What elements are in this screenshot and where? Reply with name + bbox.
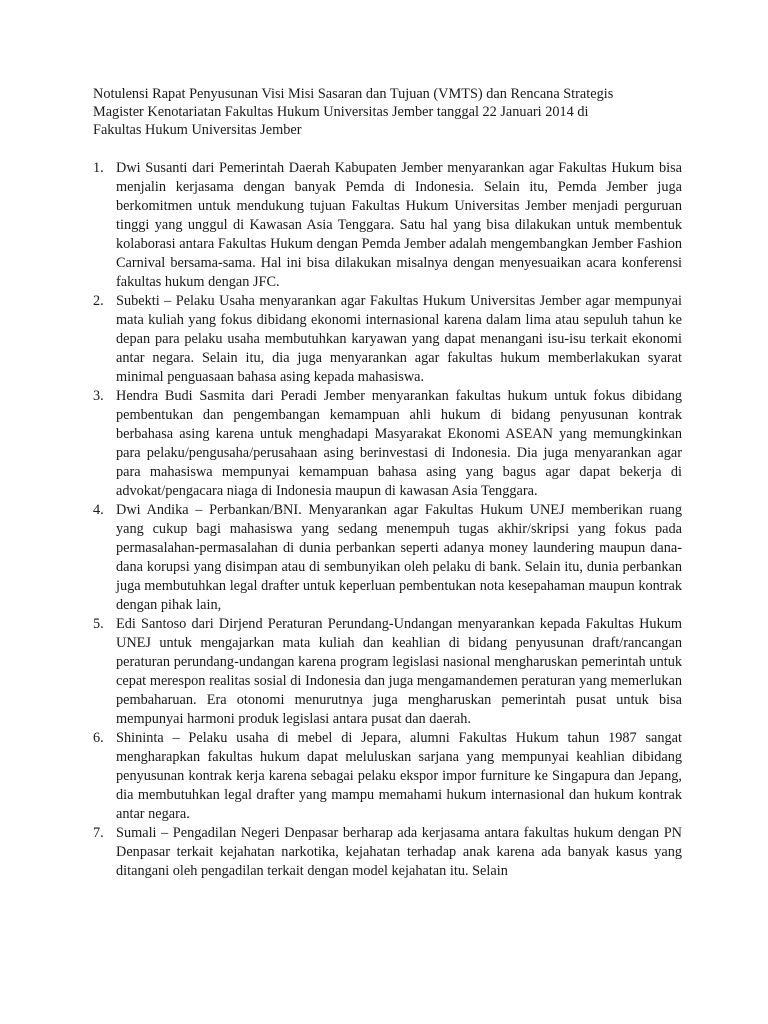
list-item-text: Dwi Susanti dari Pemerintah Daerah Kabupaten Jember menyarankan agar Fakultas Hukum bisa menjalin kerjasama dengan banyak Pemda di Indonesia. Selain itu, Pemda Jember juga berkomitmen untuk mendukung tujuan Fakultas Hukum Universitas Jember menjadi perguruan tinggi yang unggul di Kawasan Asia Tenggara. Satu hal yang bisa dilakukan untuk membentuk kolaborasi antara Fakultas Hukum dengan Pemda Jember adalah mengembangkan Jember Fashion Carnival bersama-sama. Hal ini bisa dilakukan misalnya dengan menyesuaikan acara konferensi fakultas hukum dengan JFC.	[116, 160, 682, 290]
list-item	[93, 387, 682, 501]
title-line: Notulensi Rapat Penyusunan Visi Misi Sasaran dan Tujuan (VMTS) dan Rencana Strategis	[93, 86, 614, 102]
list-item	[93, 729, 682, 824]
list-item-text: Dwi Andika – Perbankan/BNI. Menyarankan agar Fakultas Hukum UNEJ memberikan ruang yang cukup bagi mahasiswa yang sedang menempuh tugas akhir/skripsi yang fokus pada permasalahan-permasalahan di dunia perbankan seperti adanya money laundering maupun dana-dana korupsi yang disimpan atau di sembunyikan oleh pelaku di bank. Selain itu, dunia perbankan juga membutuhkan legal drafter untuk keperluan pembentukan nota kesepahaman maupun kontrak dengan pihak lain,	[116, 502, 682, 613]
title-line: Magister Kenotariatan Fakultas Hukum Universitas Jember tanggal 22 Januari 2014 di	[93, 104, 589, 120]
title-line: Fakultas Hukum Universitas Jember	[93, 122, 302, 138]
notes-list	[93, 159, 682, 881]
list-item-number: 6.	[93, 730, 104, 746]
list-item	[93, 615, 682, 729]
list-item	[93, 159, 682, 292]
list-item-text: Sumali – Pengadilan Negeri Denpasar berharap ada kerjasama antara fakultas hukum dengan PN Denpasar terkait kejahatan narkotika, kejahatan terhadap anak karena ada banyak kasus yang ditangani oleh pengadilan terkait dengan model kejahatan itu. Selain	[116, 825, 682, 879]
list-item-number: 1.	[93, 160, 104, 176]
list-item-text: Hendra Budi Sasmita dari Peradi Jember menyarankan fakultas hukum untuk fokus dibidang pembentukan dan pengembangan kemampuan ahli hukum di bidang penyusunan kontrak berbahasa asing karena untuk menghadapi Masyarakat Ekonomi ASEAN yang memungkinkan para pelaku/pengusaha/perusahaan asing berinvestasi di Indonesia. Dia juga menyarankan agar para mahasiswa mempunyai kemampuan bahasa asing yang bagus agar dapat bekerja di advokat/pengacara niaga di Indonesia maupun di kawasan Asia Tenggara.	[116, 388, 682, 499]
list-item-number: 3.	[93, 388, 104, 404]
list-item-text: Edi Santoso dari Dirjend Peraturan Perundang-Undangan menyarankan kepada Fakultas Hukum UNEJ untuk mengajarkan mata kuliah dan keahlian di bidang penyusunan draft/rancangan peraturan perundang-undangan karena program legislasi nasional mengharuskan pemerintah untuk cepat merespon realitas sosial di Indonesia dan juga mengamandemen peraturan yang memerlukan pembaharuan. Era otonomi menurutnya juga mengharuskan pemerintah pusat untuk bisa mempunyai harmoni produk legislasi antara pusat dan daerah.	[116, 616, 682, 727]
list-item-text: Shininta – Pelaku usaha di mebel di Jepara, alumni Fakultas Hukum tahun 1987 sangat mengharapkan fakultas hukum dapat meluluskan sarjana yang mempunyai keahlian dibidang penyusunan kontrak kerja karena sebagai pelaku ekspor impor furniture ke Singapura dan Jepang, dia membutuhkan legal drafter yang mampu memahami hukum internasional dan hukum kontrak antar negara.	[116, 730, 682, 822]
list-item-number: 2.	[93, 293, 104, 309]
list-item	[93, 824, 682, 881]
list-item-number: 5.	[93, 616, 104, 632]
list-item-number: 4.	[93, 502, 104, 518]
list-item	[93, 292, 682, 387]
list-item-number: 7.	[93, 825, 104, 841]
list-item-text: Subekti – Pelaku Usaha menyarankan agar Fakultas Hukum Universitas Jember agar mempunyai mata kuliah yang fokus dibidang ekonomi internasional karena dalam lima atau sepuluh tahun ke depan para pelaku usaha membutuhkan karyawan yang dapat menangani isu-isu terkait ekonomi antar negara. Selain itu, dia juga menyarankan agar fakultas hukum memberlakukan syarat minimal penguasaan bahasa asing kepada mahasiswa.	[116, 293, 682, 385]
list-item	[93, 501, 682, 615]
document-title	[93, 85, 682, 139]
